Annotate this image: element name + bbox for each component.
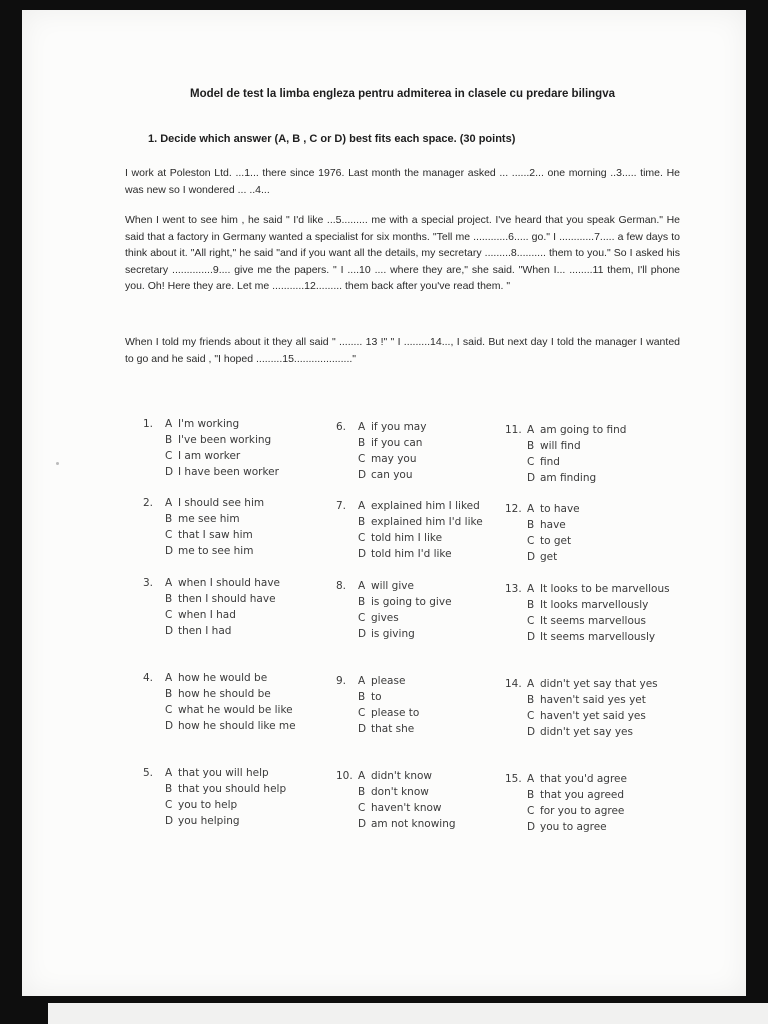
option-b — [143, 781, 318, 797]
option-letter: A — [165, 418, 173, 430]
option-text: I am worker — [178, 450, 241, 462]
option-letter: B — [165, 688, 173, 700]
option-text: that she — [371, 723, 415, 735]
next-page-edge — [48, 1003, 768, 1024]
option-c — [505, 708, 680, 724]
question-number: 14. — [505, 678, 522, 690]
question-number: 6. — [336, 421, 347, 433]
option-letter: B — [527, 789, 535, 801]
option-text: that you should help — [178, 783, 287, 795]
option-letter: A — [165, 767, 173, 779]
option-d — [505, 629, 680, 645]
question-6 — [336, 419, 511, 483]
option-letter: B — [527, 519, 535, 531]
option-text: get — [540, 551, 558, 563]
option-text: don't know — [371, 786, 429, 798]
option-text: It seems marvellous — [540, 615, 647, 627]
option-text: to — [371, 691, 382, 703]
option-text: if you can — [371, 437, 423, 449]
option-letter: A — [358, 580, 366, 592]
option-d — [505, 470, 680, 486]
option-d — [505, 549, 680, 565]
option-letter: A — [165, 672, 173, 684]
option-letter: D — [527, 821, 536, 833]
option-b — [336, 689, 511, 705]
question-1 — [143, 416, 318, 480]
option-letter: A — [358, 500, 366, 512]
option-b — [336, 435, 511, 451]
option-letter: A — [527, 678, 535, 690]
option-letter: B — [358, 596, 366, 608]
question-number: 7. — [336, 500, 347, 512]
option-b — [143, 432, 318, 448]
option-c — [336, 451, 511, 467]
option-c — [143, 607, 318, 623]
question-number: 13. — [505, 583, 522, 595]
option-text: haven't said yes yet — [540, 694, 646, 706]
option-text: may you — [371, 453, 417, 465]
option-text: It looks to be marvellous — [540, 583, 670, 595]
option-text: I'm working — [178, 418, 240, 430]
option-text: didn't know — [371, 770, 432, 782]
question-number: 3. — [143, 577, 154, 589]
option-text: will find — [540, 440, 581, 452]
option-b — [505, 692, 680, 708]
option-text: please — [371, 675, 406, 687]
question-9 — [336, 673, 511, 737]
option-d — [143, 464, 318, 480]
option-letter: A — [165, 497, 173, 509]
option-letter: A — [358, 675, 366, 687]
option-d — [336, 721, 511, 737]
option-d — [505, 819, 680, 835]
option-c — [505, 533, 680, 549]
option-letter: C — [358, 532, 366, 544]
option-text: It seems marvellously — [540, 631, 656, 643]
option-letter: D — [358, 548, 367, 560]
option-text: I should see him — [178, 497, 265, 509]
option-letter: D — [527, 472, 536, 484]
option-letter: B — [358, 516, 366, 528]
question-3 — [143, 575, 318, 639]
passage-paragraph-3: When I told my friends about it they all said " ........ 13 !" " I .........14..., I said. But next day I told the manager I wanted to go and he said , "I hoped .........15...................." — [125, 336, 680, 365]
option-letter: A — [527, 773, 535, 785]
option-text: you helping — [178, 815, 240, 827]
option-text: explained him I'd like — [371, 516, 483, 528]
option-b — [336, 784, 511, 800]
question-number: 12. — [505, 503, 522, 515]
option-b — [143, 591, 318, 607]
question-7 — [336, 498, 511, 562]
passage-paragraph-2: When I went to see him , he said " I'd like ...5......... me with a special project. I've heard that you speak German." He said that a factory in Germany wanted a specialist for six months. "Tell me ............6..... go." I ............7..... a few days to think about it. "All right," he said "and if you want all the details, my secretary .........8.......... them to you." So I asked his secretary ..............9.... give me the papers. " I ....10 .... where they are," she said. "When I... ........11 them, I'll phone you. Oh! Here they are. Let me ...........12......... them back after you've read them. " — [125, 214, 680, 292]
option-letter: C — [165, 799, 173, 811]
option-a — [505, 501, 680, 517]
option-text: when I should have — [178, 577, 281, 589]
option-a — [336, 768, 511, 784]
option-text: to get — [540, 535, 572, 547]
option-text: me see him — [178, 513, 240, 525]
option-c — [336, 530, 511, 546]
option-d — [336, 546, 511, 562]
option-c — [143, 448, 318, 464]
option-letter: B — [358, 437, 366, 449]
option-b — [505, 787, 680, 803]
option-text: am going to find — [540, 424, 627, 436]
option-text: how he should be — [178, 688, 271, 700]
question-number: 10. — [336, 770, 353, 782]
option-text: me to see him — [178, 545, 254, 557]
option-letter: B — [165, 434, 173, 446]
option-text: you to agree — [540, 821, 607, 833]
option-letter: D — [527, 551, 536, 563]
option-letter: C — [358, 802, 366, 814]
option-text: that you agreed — [540, 789, 625, 801]
option-b — [505, 597, 680, 613]
option-a — [505, 581, 680, 597]
option-letter: B — [165, 513, 173, 525]
option-letter: C — [527, 456, 535, 468]
option-text: didn't yet say yes — [540, 726, 633, 738]
option-b — [143, 686, 318, 702]
option-d — [336, 467, 511, 483]
option-letter: A — [527, 503, 535, 515]
question-11 — [505, 422, 680, 486]
question-4 — [143, 670, 318, 734]
option-letter: D — [527, 631, 536, 643]
option-text: am not knowing — [371, 818, 456, 830]
question-13 — [505, 581, 680, 645]
option-text: find — [540, 456, 560, 468]
option-text: is going to give — [371, 596, 452, 608]
question-12 — [505, 501, 680, 565]
option-text: for you to agree — [540, 805, 625, 817]
question-14 — [505, 676, 680, 740]
question-2 — [143, 495, 318, 559]
option-a — [336, 578, 511, 594]
option-d — [336, 816, 511, 832]
option-text: will give — [371, 580, 414, 592]
question-5 — [143, 765, 318, 829]
question-number: 4. — [143, 672, 154, 684]
option-letter: B — [527, 599, 535, 611]
option-text: told him I like — [371, 532, 443, 544]
option-a — [336, 419, 511, 435]
option-c — [143, 797, 318, 813]
option-d — [143, 813, 318, 829]
option-c — [505, 454, 680, 470]
option-d — [143, 623, 318, 639]
option-d — [143, 718, 318, 734]
option-a — [336, 498, 511, 514]
option-text: explained him I liked — [371, 500, 480, 512]
option-letter: B — [358, 786, 366, 798]
option-a — [505, 676, 680, 692]
option-a — [336, 673, 511, 689]
option-letter: C — [358, 707, 366, 719]
option-letter: A — [165, 577, 173, 589]
option-letter: D — [165, 625, 174, 637]
option-text: then I should have — [178, 593, 276, 605]
exercise-instruction: 1. Decide which answer (A, B , C or D) best fits each space. (30 points) — [148, 133, 516, 145]
option-letter: C — [527, 535, 535, 547]
option-d — [143, 543, 318, 559]
option-letter: C — [165, 609, 173, 621]
option-a — [143, 765, 318, 781]
document-title: Model de test la limba engleza pentru admiterea in clasele cu predare bilingva — [190, 88, 615, 100]
option-text: when I had — [178, 609, 236, 621]
option-letter: D — [358, 628, 367, 640]
question-number: 15. — [505, 773, 522, 785]
option-letter: C — [358, 612, 366, 624]
option-text: how he should like me — [178, 720, 296, 732]
option-letter: A — [527, 424, 535, 436]
option-letter: C — [358, 453, 366, 465]
option-text: then I had — [178, 625, 232, 637]
question-8 — [336, 578, 511, 642]
option-text: to have — [540, 503, 580, 515]
option-letter: C — [527, 615, 535, 627]
option-letter: D — [165, 815, 174, 827]
option-text: that I saw him — [178, 529, 253, 541]
option-text: It looks marvellously — [540, 599, 649, 611]
option-a — [143, 575, 318, 591]
option-c — [505, 613, 680, 629]
option-letter: B — [358, 691, 366, 703]
option-letter: B — [165, 593, 173, 605]
option-a — [143, 495, 318, 511]
option-letter: D — [527, 726, 536, 738]
option-b — [336, 594, 511, 610]
option-c — [505, 803, 680, 819]
option-letter: C — [165, 529, 173, 541]
option-text: haven't know — [371, 802, 442, 814]
option-c — [336, 610, 511, 626]
option-text: what he would be like — [178, 704, 293, 716]
question-10 — [336, 768, 511, 832]
option-text: can you — [371, 469, 413, 481]
option-text: please to — [371, 707, 420, 719]
option-letter: A — [527, 583, 535, 595]
option-a — [505, 422, 680, 438]
question-number: 8. — [336, 580, 347, 592]
passage-paragraph-1: I work at Poleston Ltd. ...1... there since 1976. Last month the manager asked ... ......2... one morning ..3..... time. He was new so I wondered ... ..4... — [125, 167, 680, 196]
option-c — [143, 702, 318, 718]
option-text: you to help — [178, 799, 238, 811]
option-b — [143, 511, 318, 527]
option-letter: D — [165, 720, 174, 732]
option-a — [143, 670, 318, 686]
option-letter: B — [527, 694, 535, 706]
option-text: is giving — [371, 628, 415, 640]
option-letter: B — [165, 783, 173, 795]
option-letter: D — [358, 723, 367, 735]
option-text: told him I'd like — [371, 548, 452, 560]
option-text: I have been worker — [178, 466, 279, 478]
option-text: gives — [371, 612, 399, 624]
option-b — [505, 517, 680, 533]
option-text: I've been working — [178, 434, 272, 446]
option-letter: D — [165, 545, 174, 557]
option-letter: C — [527, 710, 535, 722]
question-number: 5. — [143, 767, 154, 779]
option-a — [505, 771, 680, 787]
option-letter: C — [527, 805, 535, 817]
option-c — [143, 527, 318, 543]
option-text: that you will help — [178, 767, 269, 779]
option-b — [336, 514, 511, 530]
option-letter: C — [165, 450, 173, 462]
option-letter: B — [527, 440, 535, 452]
option-letter: D — [165, 466, 174, 478]
option-text: have — [540, 519, 566, 531]
option-c — [336, 800, 511, 816]
question-number: 11. — [505, 424, 522, 436]
option-letter: D — [358, 818, 367, 830]
question-number: 9. — [336, 675, 347, 687]
option-text: how he would be — [178, 672, 268, 684]
option-text: if you may — [371, 421, 427, 433]
option-b — [505, 438, 680, 454]
question-number: 2. — [143, 497, 154, 509]
option-a — [143, 416, 318, 432]
option-letter: A — [358, 770, 366, 782]
option-text: that you'd agree — [540, 773, 627, 785]
scan-speck — [56, 462, 59, 465]
option-text: am finding — [540, 472, 597, 484]
option-letter: D — [358, 469, 367, 481]
question-15 — [505, 771, 680, 835]
option-letter: A — [358, 421, 366, 433]
option-letter: C — [165, 704, 173, 716]
option-d — [336, 626, 511, 642]
option-d — [505, 724, 680, 740]
question-number: 1. — [143, 418, 154, 430]
option-text: didn't yet say that yes — [540, 678, 658, 690]
option-text: haven't yet said yes — [540, 710, 646, 722]
option-c — [336, 705, 511, 721]
